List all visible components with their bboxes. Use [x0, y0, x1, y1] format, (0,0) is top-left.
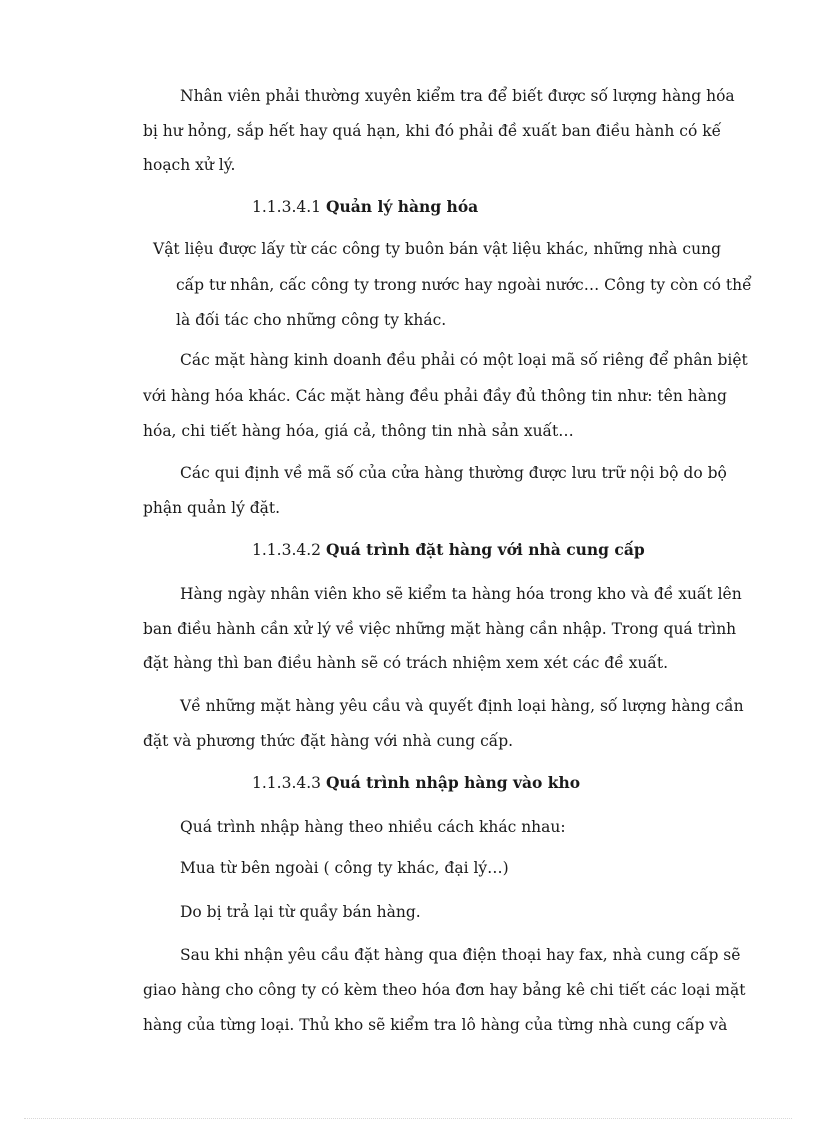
paragraph-line: hóa, chi tiết hàng hóa, giá cả, thông tin nhà sản xuất… — [143, 422, 574, 440]
paragraph-line: với hàng hóa khác. Các mặt hàng đều phải đầy đủ thông tin như: tên hàng — [143, 387, 727, 405]
section-number: 1.1.3.4.2 — [252, 541, 322, 559]
paragraph-line: là đối tác cho những công ty khác. — [176, 311, 447, 329]
section-number: 1.1.3.4.1 — [252, 198, 322, 216]
page-bottom-border — [24, 1118, 792, 1119]
section-title: Quản lý hàng hóa — [325, 197, 479, 216]
paragraph-line: Hàng ngày nhân viên kho sẽ kiểm ta hàng hóa trong kho và đề xuất lên — [180, 585, 742, 603]
paragraph-line: Do bị trả lại từ quầy bán hàng. — [180, 903, 421, 921]
paragraph-line: Quá trình nhập hàng theo nhiều cách khác nhau: — [180, 818, 566, 836]
paragraph-line: Mua từ bên ngoài ( công ty khác, đại lý…) — [180, 859, 509, 877]
paragraph-line: đặt và phương thức đặt hàng với nhà cung cấp. — [143, 732, 514, 750]
paragraph-line: giao hàng cho công ty có kèm theo hóa đơn hay bảng kê chi tiết các loại mặt — [143, 981, 746, 999]
paragraph-line: Các mặt hàng kinh doanh đều phải có một loại mã số riêng để phân biệt — [180, 351, 748, 369]
section-number: 1.1.3.4.3 — [252, 774, 322, 792]
paragraph-line: cấp tư nhân, cấc công ty trong nước hay ngoài nước… Công ty còn có thể — [176, 276, 752, 294]
section-heading — [252, 540, 645, 560]
section-title: Quá trình đặt hàng với nhà cung cấp — [325, 540, 645, 559]
paragraph-line: hoạch xử lý. — [143, 156, 236, 174]
paragraph-line: Nhân viên phải thường xuyên kiểm tra để biết được số lượng hàng hóa — [180, 87, 735, 105]
paragraph-line: hàng của từng loại. Thủ kho sẽ kiểm tra lô hàng của từng nhà cung cấp và — [143, 1016, 728, 1034]
paragraph-line: ban điều hành cần xử lý về việc những mặt hàng cần nhập. Trong quá trình — [143, 620, 737, 638]
paragraph-line: Các qui định về mã số của cửa hàng thường được lưu trữ nội bộ do bộ — [180, 464, 727, 482]
section-heading — [252, 197, 478, 217]
paragraph-line: đặt hàng thì ban điều hành sẽ có trách nhiệm xem xét các đề xuất. — [143, 654, 669, 672]
section-title: Quá trình nhập hàng vào kho — [325, 773, 581, 792]
paragraph-line: phận quản lý đặt. — [143, 499, 281, 517]
paragraph-line: Vật liệu được lấy từ các công ty buôn bán vật liệu khác, những nhà cung — [153, 240, 721, 258]
paragraph-line: Về những mặt hàng yêu cầu và quyết định loại hàng, số lượng hàng cần — [180, 697, 744, 715]
paragraph-line: bị hư hỏng, sắp hết hay quá hạn, khi đó phải đề xuất ban điều hành có kế — [143, 122, 722, 140]
section-heading — [252, 773, 580, 793]
paragraph-line: Sau khi nhận yêu cầu đặt hàng qua điện thoại hay fax, nhà cung cấp sẽ — [180, 946, 741, 964]
